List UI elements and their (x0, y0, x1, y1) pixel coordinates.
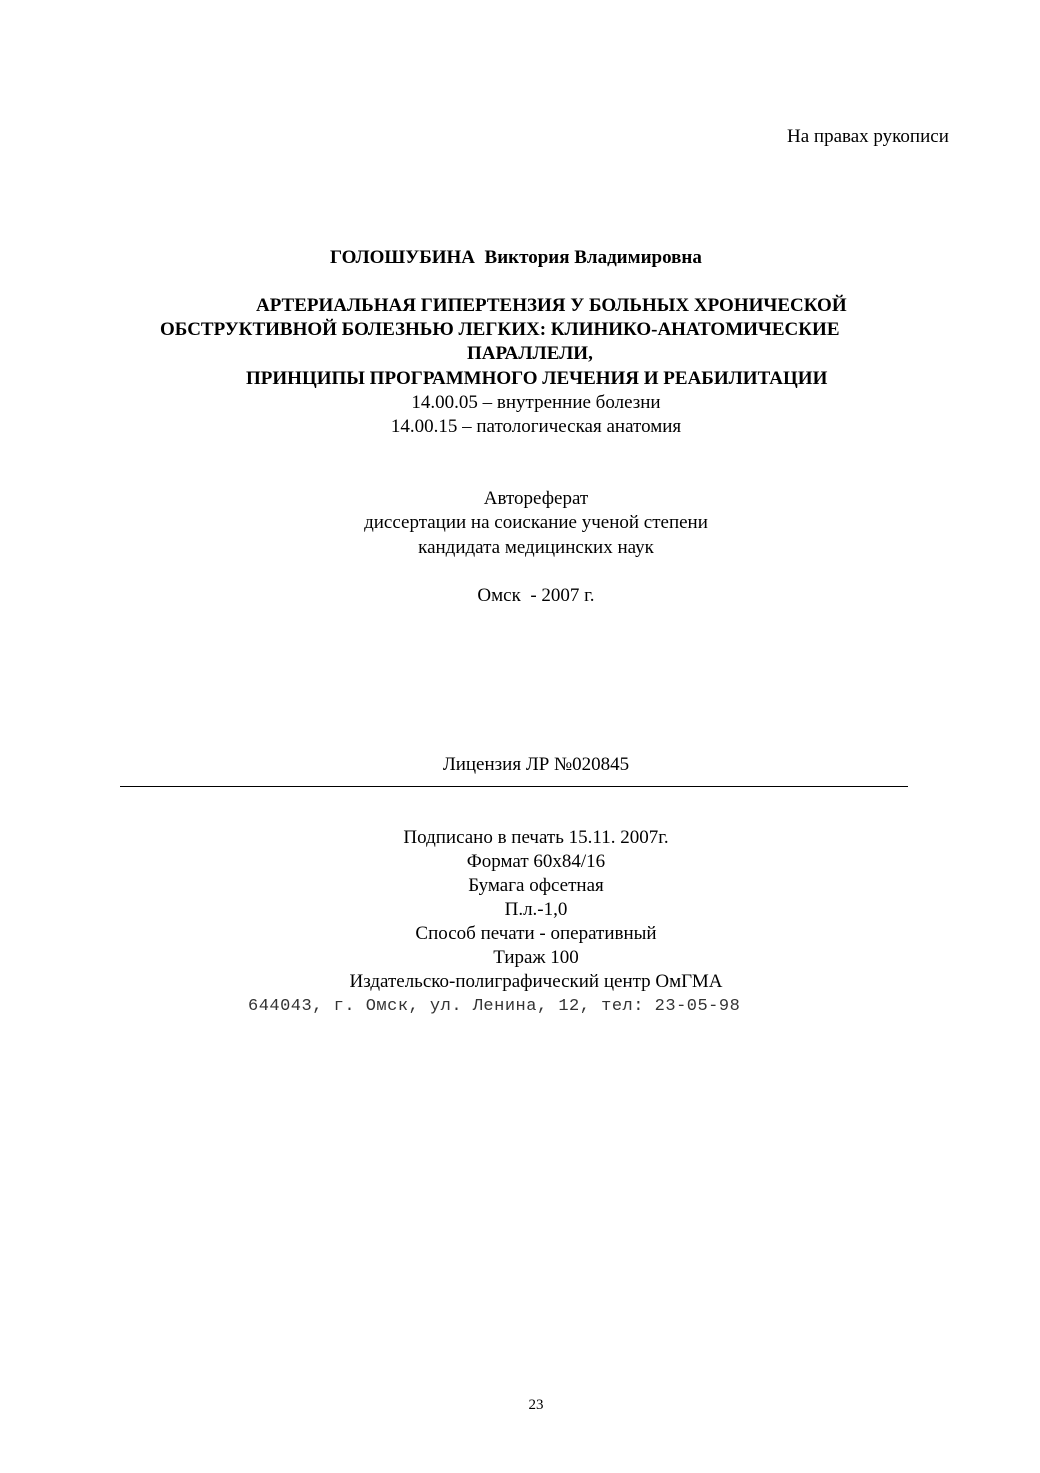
specialty-2: 14.00.15 – патологическая анатомия (390, 416, 682, 437)
imprint-circulation: Тираж 100 (493, 947, 579, 968)
author-given-names: Виктория Владимировна (484, 247, 702, 268)
horizontal-divider (120, 786, 908, 787)
abstract-label: Автореферат (483, 488, 589, 509)
place-year: Омск - 2007 г. (477, 585, 595, 606)
abstract-degree-line: диссертации на соискание ученой степени (364, 512, 708, 533)
imprint-sheets: П.л.-1,0 (504, 899, 568, 920)
author-name (330, 246, 702, 270)
title-line-3: ПАРАЛЛЕЛИ, (467, 343, 593, 364)
license: Лицензия ЛР №020845 (442, 754, 630, 775)
imprint-format: Формат 60х84/16 (466, 851, 606, 872)
imprint-printing: Способ печати - оперативный (415, 923, 657, 944)
imprint-publisher: Издательско-полиграфический центр ОмГМА (349, 971, 723, 992)
title-line-1: АРТЕРИАЛЬНАЯ ГИПЕРТЕНЗИЯ У БОЛЬНЫХ ХРОНИЧЕСКОЙ (256, 295, 847, 316)
imprint-paper: Бумага офсетная (468, 875, 604, 896)
abstract-field-line: кандидата медицинских наук (418, 537, 654, 558)
manuscript-note: На правах рукописи (787, 126, 949, 147)
specialty-1: 14.00.05 – внутренние болезни (411, 392, 661, 413)
author-surname: ГОЛОШУБИНА (330, 247, 476, 268)
page-number: 23 (528, 1397, 544, 1413)
title-line-2: ОБСТРУКТИВНОЙ БОЛЕЗНЬЮ ЛЕГКИХ: КЛИНИКО-АНАТОМИЧЕСКИЕ (160, 319, 840, 340)
title-line-4: ПРИНЦИПЫ ПРОГРАММНОГО ЛЕЧЕНИЯ И РЕАБИЛИТАЦИИ (246, 368, 828, 389)
imprint-signed: Подписано в печать 15.11. 2007г. (403, 827, 669, 848)
imprint-address: 644043, г. Омск, ул. Ленина, 12, тел: 23-05-98 (248, 997, 741, 1016)
